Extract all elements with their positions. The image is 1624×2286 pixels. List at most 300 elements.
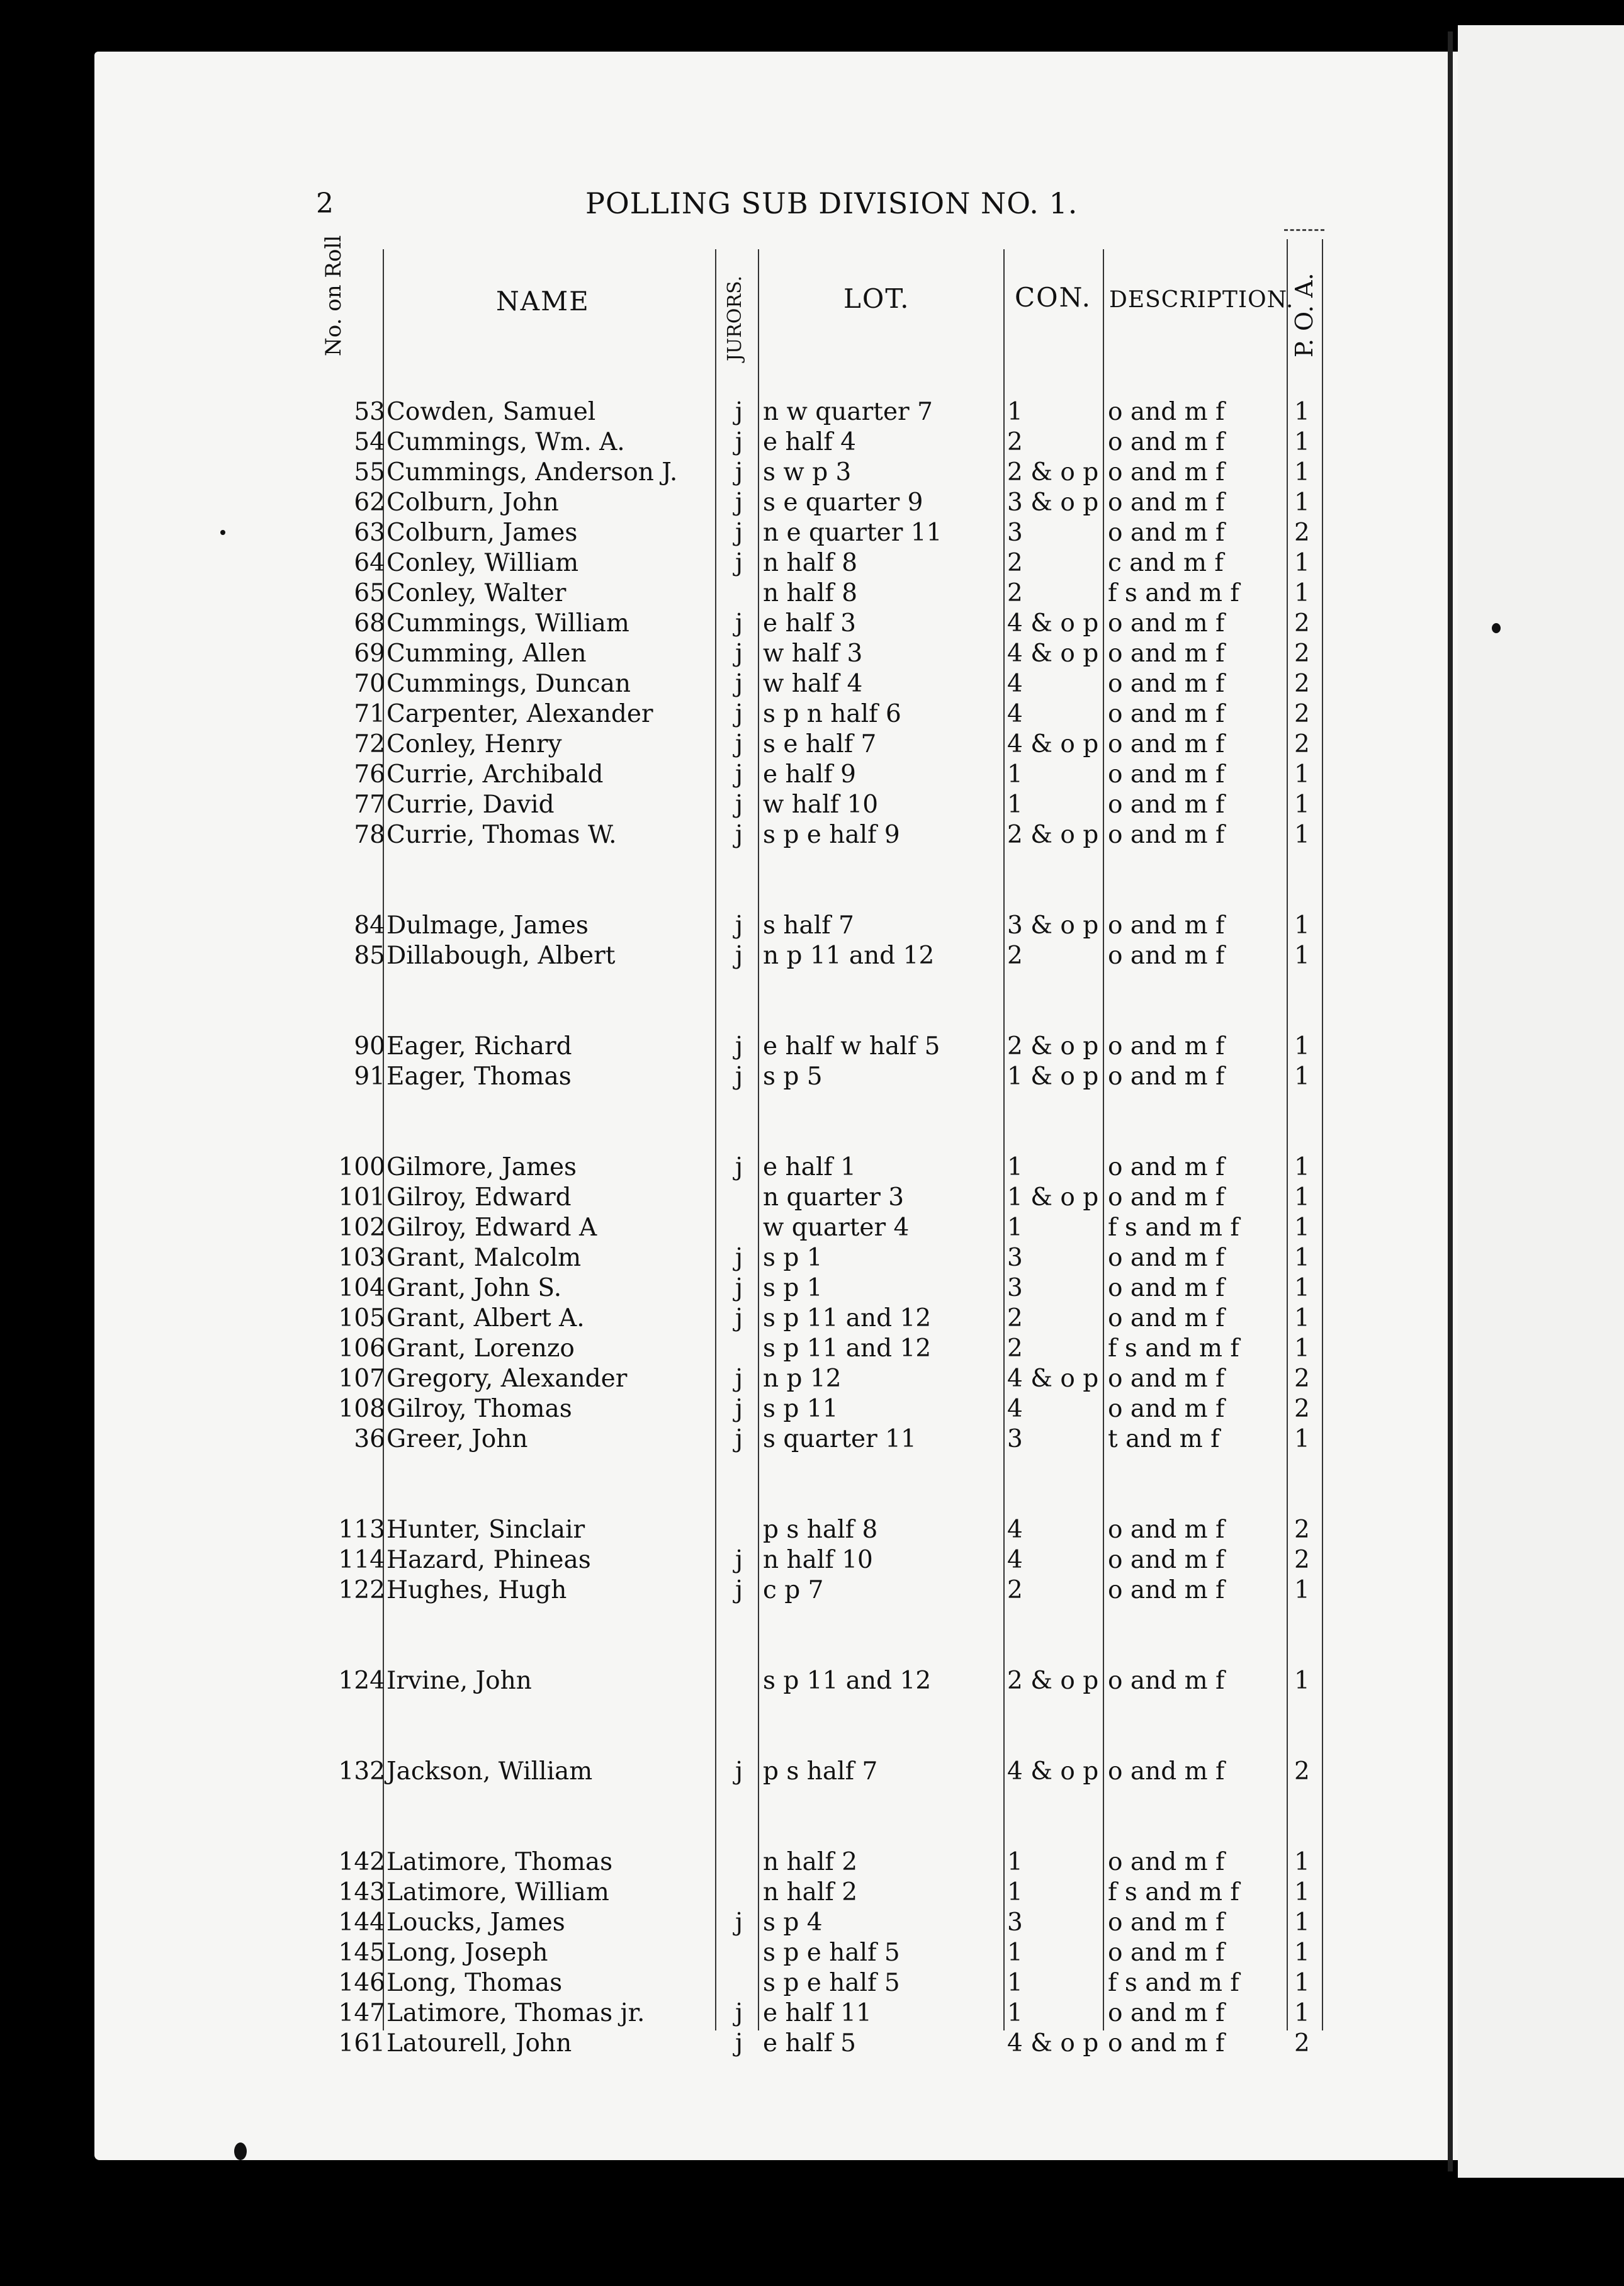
description-value: o and m f — [1108, 670, 1225, 698]
roll-number: 68 — [354, 609, 385, 638]
concession-value: 2 — [1007, 549, 1023, 577]
concession-value: 1 — [1007, 760, 1023, 789]
lot-value: w half 10 — [763, 791, 879, 819]
concession-value: 3 & o p — [1007, 488, 1099, 517]
roll-number: 103 — [338, 1244, 385, 1272]
description-value: o and m f — [1108, 1062, 1225, 1091]
table-row — [0, 1878, 1624, 1907]
description-value: o and m f — [1108, 2029, 1225, 2058]
juror-mark: j — [735, 730, 743, 758]
juror-mark: j — [735, 639, 743, 668]
description-value: o and m f — [1108, 458, 1225, 487]
lot-value: n half 2 — [763, 1878, 858, 1906]
roll-number: 69 — [354, 639, 385, 668]
voter-name: Cumming, Allen — [386, 639, 587, 668]
voter-name: Long, Thomas — [386, 1969, 563, 1997]
voter-name: Dillabough, Albert — [386, 942, 616, 970]
concession-value: 2 & o p — [1007, 458, 1099, 487]
voter-name: Cummings, Anderson J. — [386, 458, 678, 487]
table-row — [0, 1939, 1624, 1968]
lot-value: e half 11 — [763, 1999, 872, 2027]
voter-name: Latimore, Thomas — [386, 1848, 613, 1876]
juror-mark: j — [735, 821, 743, 849]
voter-name: Colburn, James — [386, 519, 578, 547]
roll-number: 76 — [354, 760, 385, 789]
concession-value: 1 — [1007, 1878, 1023, 1906]
lot-value: n p 11 and 12 — [763, 942, 935, 970]
description-value: o and m f — [1108, 911, 1225, 940]
table-row — [0, 942, 1624, 971]
concession-value: 3 — [1007, 1274, 1023, 1302]
concession-value: 2 & o p — [1007, 1032, 1099, 1061]
poa-value: 1 — [1294, 1334, 1310, 1363]
table-row — [0, 1516, 1624, 1545]
concession-value: 4 & o p — [1007, 639, 1099, 668]
roll-number: 144 — [338, 1908, 385, 1937]
roll-number: 65 — [354, 579, 385, 607]
table-row — [0, 1365, 1624, 1394]
table-row — [0, 1062, 1624, 1091]
description-value: o and m f — [1108, 760, 1225, 789]
concession-value: 2 — [1007, 1334, 1023, 1363]
lot-value: s p 1 — [763, 1244, 823, 1272]
poa-value: 1 — [1294, 911, 1310, 940]
column-header-poa: P. O. A. — [1290, 273, 1318, 358]
juror-mark: j — [735, 1153, 743, 1181]
table-row — [0, 1969, 1624, 1998]
voter-name: Gilroy, Edward — [386, 1183, 572, 1212]
roll-number: 55 — [354, 458, 385, 487]
description-value: f s and m f — [1108, 1969, 1239, 1997]
lot-value: s p 1 — [763, 1274, 823, 1302]
poa-value: 2 — [1294, 700, 1310, 728]
roll-number: 145 — [338, 1939, 385, 1967]
concession-value: 2 & o p — [1007, 821, 1099, 849]
column-header-con: CON. — [1015, 282, 1091, 313]
table-row — [0, 2029, 1624, 2058]
roll-number: 72 — [354, 730, 385, 758]
concession-value: 4 — [1007, 1395, 1023, 1423]
juror-mark: j — [735, 1576, 743, 1604]
concession-value: 1 — [1007, 1969, 1023, 1997]
roll-number: 71 — [354, 700, 385, 728]
roll-number: 104 — [338, 1274, 385, 1302]
lot-value: s p e half 5 — [763, 1969, 900, 1997]
description-value: o and m f — [1108, 1848, 1225, 1876]
voter-name: Grant, Albert A. — [386, 1304, 585, 1332]
roll-number: 113 — [338, 1516, 385, 1544]
table-row — [0, 549, 1624, 578]
lot-value: e half 5 — [763, 2029, 856, 2058]
roll-number: 54 — [354, 428, 385, 456]
roll-number: 101 — [338, 1183, 385, 1212]
description-value: o and m f — [1108, 1304, 1225, 1332]
table-row — [0, 1244, 1624, 1273]
voter-name: Irvine, John — [386, 1667, 532, 1695]
concession-value: 1 — [1007, 791, 1023, 819]
table-row — [0, 458, 1624, 487]
juror-mark: j — [735, 398, 743, 426]
lot-value: s w p 3 — [763, 458, 852, 487]
concession-value: 2 — [1007, 942, 1023, 970]
description-value: o and m f — [1108, 730, 1225, 758]
voter-name: Conley, Henry — [386, 730, 562, 758]
ink-speck — [220, 530, 225, 535]
juror-mark: j — [735, 670, 743, 698]
description-value: o and m f — [1108, 519, 1225, 547]
voter-name: Currie, David — [386, 791, 555, 819]
description-value: o and m f — [1108, 1183, 1225, 1212]
poa-value: 1 — [1294, 1576, 1310, 1604]
description-value: o and m f — [1108, 428, 1225, 456]
voter-name: Greer, John — [386, 1425, 528, 1453]
juror-mark: j — [735, 1757, 743, 1786]
table-row — [0, 1546, 1624, 1575]
juror-mark: j — [735, 519, 743, 547]
table-row — [0, 760, 1624, 789]
concession-value: 4 — [1007, 700, 1023, 728]
concession-value: 3 — [1007, 1425, 1023, 1453]
concession-value: 1 — [1007, 1848, 1023, 1876]
table-row — [0, 700, 1624, 729]
lot-value: e half 9 — [763, 760, 856, 789]
poa-value: 1 — [1294, 1969, 1310, 1997]
description-value: f s and m f — [1108, 579, 1239, 607]
poa-value: 1 — [1294, 458, 1310, 487]
roll-number: 70 — [354, 670, 385, 698]
table-row — [0, 730, 1624, 759]
voter-name: Loucks, James — [386, 1908, 565, 1937]
poa-value: 1 — [1294, 821, 1310, 849]
table-row — [0, 911, 1624, 940]
table-row — [0, 1395, 1624, 1424]
description-value: o and m f — [1108, 1757, 1225, 1786]
roll-number: 53 — [354, 398, 385, 426]
description-value: o and m f — [1108, 1395, 1225, 1423]
voter-name: Latimore, William — [386, 1878, 609, 1906]
roll-number: 102 — [338, 1213, 385, 1242]
roll-number: 90 — [354, 1032, 385, 1061]
roll-number: 36 — [354, 1425, 385, 1453]
voter-name: Hazard, Phineas — [386, 1546, 591, 1574]
roll-number: 143 — [338, 1878, 385, 1906]
juror-mark: j — [735, 1999, 743, 2027]
lot-value: s p e half 9 — [763, 821, 900, 849]
description-value: o and m f — [1108, 821, 1225, 849]
voter-name: Colburn, John — [386, 488, 559, 517]
column-header-no-on-roll: No. on Roll — [321, 235, 346, 356]
description-value: o and m f — [1108, 1908, 1225, 1937]
lot-value: w half 4 — [763, 670, 863, 698]
juror-mark: j — [735, 911, 743, 940]
poa-value: 2 — [1294, 1546, 1310, 1574]
juror-mark: j — [735, 458, 743, 487]
concession-value: 3 — [1007, 1244, 1023, 1272]
lot-value: s p n half 6 — [763, 700, 901, 728]
poa-value: 1 — [1294, 1244, 1310, 1272]
description-value: o and m f — [1108, 1999, 1225, 2027]
table-row — [0, 1757, 1624, 1786]
poa-value: 1 — [1294, 1425, 1310, 1453]
poa-value: 1 — [1294, 488, 1310, 517]
column-header-name: NAME — [496, 286, 590, 317]
concession-value: 1 — [1007, 1213, 1023, 1242]
voter-name: Grant, Malcolm — [386, 1244, 582, 1272]
poa-value: 1 — [1294, 1878, 1310, 1906]
poa-value: 1 — [1294, 1153, 1310, 1181]
table-row — [0, 1274, 1624, 1303]
concession-value: 2 & o p — [1007, 1667, 1099, 1695]
lot-value: s p 11 and 12 — [763, 1304, 932, 1332]
roll-number: 147 — [338, 1999, 385, 2027]
ink-speck — [234, 2142, 247, 2160]
description-value: o and m f — [1108, 1939, 1225, 1967]
table-row — [0, 519, 1624, 548]
voter-name: Conley, Walter — [386, 579, 567, 607]
lot-value: n half 2 — [763, 1848, 858, 1876]
poa-value: 1 — [1294, 1908, 1310, 1937]
roll-number: 62 — [354, 488, 385, 517]
roll-number: 84 — [354, 911, 385, 940]
poa-value: 1 — [1294, 549, 1310, 577]
table-row — [0, 639, 1624, 668]
lot-value: n half 8 — [763, 579, 858, 607]
voter-name: Jackson, William — [386, 1757, 593, 1786]
voter-name: Carpenter, Alexander — [386, 700, 653, 728]
voter-name: Cummings, Wm. A. — [386, 428, 625, 456]
column-header-description: DESCRIPTION. — [1109, 287, 1294, 313]
voter-name: Latimore, Thomas jr. — [386, 1999, 645, 2027]
table-row — [0, 1848, 1624, 1877]
roll-number: 146 — [338, 1969, 385, 1997]
voter-name: Dulmage, James — [386, 911, 589, 940]
concession-value: 1 — [1007, 1153, 1023, 1181]
roll-number: 63 — [354, 519, 385, 547]
description-value: o and m f — [1108, 1274, 1225, 1302]
description-value: o and m f — [1108, 1516, 1225, 1544]
column-header-lot: LOT. — [843, 283, 910, 314]
poa-value: 2 — [1294, 639, 1310, 668]
poa-value: 1 — [1294, 1183, 1310, 1212]
concession-value: 1 — [1007, 1939, 1023, 1967]
juror-mark: j — [735, 1274, 743, 1302]
concession-value: 4 & o p — [1007, 609, 1099, 638]
roll-number: 132 — [338, 1757, 385, 1786]
table-row — [0, 1999, 1624, 2028]
voter-name: Currie, Archibald — [386, 760, 604, 789]
table-row — [0, 1425, 1624, 1454]
lot-value: p s half 8 — [763, 1516, 878, 1544]
juror-mark: j — [735, 760, 743, 789]
juror-mark: j — [735, 1908, 743, 1937]
description-value: o and m f — [1108, 1032, 1225, 1061]
lot-value: n half 10 — [763, 1546, 873, 1574]
roll-number: 161 — [338, 2029, 385, 2058]
lot-value: s p 11 and 12 — [763, 1334, 932, 1363]
roll-number: 100 — [338, 1153, 385, 1181]
poa-value: 1 — [1294, 1062, 1310, 1091]
roll-number: 77 — [354, 791, 385, 819]
lot-value: n p 12 — [763, 1365, 842, 1393]
juror-mark: j — [735, 1546, 743, 1574]
description-value: o and m f — [1108, 1153, 1225, 1181]
lot-value: w quarter 4 — [763, 1213, 910, 1242]
lot-value: n w quarter 7 — [763, 398, 933, 426]
table-row — [0, 821, 1624, 850]
concession-value: 4 & o p — [1007, 730, 1099, 758]
description-value: t and m f — [1108, 1425, 1220, 1453]
lot-value: n quarter 3 — [763, 1183, 905, 1212]
table-row — [0, 1334, 1624, 1363]
juror-mark: j — [735, 609, 743, 638]
juror-mark: j — [735, 2029, 743, 2058]
description-value: o and m f — [1108, 398, 1225, 426]
description-value: o and m f — [1108, 1667, 1225, 1695]
table-row — [0, 1304, 1624, 1333]
lot-value: e half 3 — [763, 609, 856, 638]
description-value: o and m f — [1108, 1365, 1225, 1393]
roll-number: 142 — [338, 1848, 385, 1876]
roll-number: 124 — [338, 1667, 385, 1695]
concession-value: 1 — [1007, 398, 1023, 426]
poa-value: 1 — [1294, 1939, 1310, 1967]
voter-name: Conley, William — [386, 549, 579, 577]
voter-name: Cowden, Samuel — [386, 398, 596, 426]
poa-value: 1 — [1294, 791, 1310, 819]
poa-value: 2 — [1294, 1395, 1310, 1423]
poa-value: 1 — [1294, 1667, 1310, 1695]
description-value: o and m f — [1108, 1546, 1225, 1574]
juror-mark: j — [735, 1425, 743, 1453]
table-row — [0, 1032, 1624, 1061]
concession-value: 3 — [1007, 519, 1023, 547]
table-row — [0, 398, 1624, 427]
poa-value: 2 — [1294, 609, 1310, 638]
roll-number: 64 — [354, 549, 385, 577]
description-value: o and m f — [1108, 639, 1225, 668]
concession-value: 3 & o p — [1007, 911, 1099, 940]
voter-name: Currie, Thomas W. — [386, 821, 617, 849]
voter-name: Cummings, Duncan — [386, 670, 631, 698]
concession-value: 4 — [1007, 670, 1023, 698]
table-row — [0, 1667, 1624, 1696]
table-row — [0, 579, 1624, 608]
poa-value: 1 — [1294, 428, 1310, 456]
table-row — [0, 488, 1624, 517]
voter-name: Gilroy, Thomas — [386, 1395, 572, 1423]
description-value: o and m f — [1108, 791, 1225, 819]
juror-mark: j — [735, 1062, 743, 1091]
poa-value: 2 — [1294, 730, 1310, 758]
poa-value: 1 — [1294, 398, 1310, 426]
lot-value: s e quarter 9 — [763, 488, 923, 517]
voter-name: Gregory, Alexander — [386, 1365, 628, 1393]
concession-value: 1 & o p — [1007, 1062, 1099, 1091]
poa-value: 2 — [1294, 1516, 1310, 1544]
poa-value: 2 — [1294, 2029, 1310, 2058]
table-row — [0, 609, 1624, 638]
concession-value: 2 — [1007, 428, 1023, 456]
table-row — [0, 670, 1624, 699]
voter-name: Hunter, Sinclair — [386, 1516, 585, 1544]
lot-value: s half 7 — [763, 911, 854, 940]
poa-value: 1 — [1294, 942, 1310, 970]
lot-value: n half 8 — [763, 549, 858, 577]
poa-value: 2 — [1294, 1757, 1310, 1786]
juror-mark: j — [735, 700, 743, 728]
voter-name: Grant, Lorenzo — [386, 1334, 575, 1363]
concession-value: 4 — [1007, 1546, 1023, 1574]
description-value: c and m f — [1108, 549, 1224, 577]
concession-value: 1 & o p — [1007, 1183, 1099, 1212]
lot-value: w half 3 — [763, 639, 863, 668]
concession-value: 1 — [1007, 1999, 1023, 2027]
poa-value: 2 — [1294, 519, 1310, 547]
juror-mark: j — [735, 1304, 743, 1332]
roll-number: 106 — [338, 1334, 385, 1363]
lot-value: e half 1 — [763, 1153, 856, 1181]
poa-value: 1 — [1294, 579, 1310, 607]
page-number: 2 — [316, 188, 334, 220]
poa-value: 1 — [1294, 1304, 1310, 1332]
lot-value: e half w half 5 — [763, 1032, 940, 1061]
ink-speck — [1492, 623, 1501, 633]
roll-number: 122 — [338, 1576, 385, 1604]
poa-value: 1 — [1294, 760, 1310, 789]
table-row — [0, 1576, 1624, 1605]
poa-value: 1 — [1294, 1999, 1310, 2027]
lot-value: s quarter 11 — [763, 1425, 916, 1453]
table-row — [0, 791, 1624, 819]
juror-mark: j — [735, 428, 743, 456]
roll-number: 85 — [354, 942, 385, 970]
voter-name: Grant, John S. — [386, 1274, 562, 1302]
table-row — [0, 1908, 1624, 1937]
roll-number: 107 — [338, 1365, 385, 1393]
roll-number: 105 — [338, 1304, 385, 1332]
table-row — [0, 1213, 1624, 1242]
concession-value: 4 & o p — [1007, 1757, 1099, 1786]
poa-value: 1 — [1294, 1032, 1310, 1061]
juror-mark: j — [735, 1244, 743, 1272]
description-value: f s and m f — [1108, 1213, 1239, 1242]
lot-value: p s half 7 — [763, 1757, 878, 1786]
lot-value: s p e half 5 — [763, 1939, 900, 1967]
roll-number: 114 — [338, 1546, 385, 1574]
column-header-jurors: JURORS. — [724, 275, 746, 361]
roll-number: 91 — [354, 1062, 385, 1091]
lot-value: s p 4 — [763, 1908, 823, 1937]
concession-value: 2 — [1007, 1304, 1023, 1332]
lot-value: n e quarter 11 — [763, 519, 942, 547]
concession-value: 2 — [1007, 579, 1023, 607]
description-value: o and m f — [1108, 700, 1225, 728]
voter-name: Eager, Richard — [386, 1032, 572, 1061]
description-value: o and m f — [1108, 609, 1225, 638]
voter-name: Eager, Thomas — [386, 1062, 572, 1091]
voter-name: Gilroy, Edward A — [386, 1213, 597, 1242]
juror-mark: j — [735, 1365, 743, 1393]
poa-value: 1 — [1294, 1213, 1310, 1242]
description-value: o and m f — [1108, 1576, 1225, 1604]
poa-value: 1 — [1294, 1848, 1310, 1876]
lot-value: c p 7 — [763, 1576, 824, 1604]
table-row — [0, 1183, 1624, 1212]
description-value: f s and m f — [1108, 1334, 1239, 1363]
description-value: f s and m f — [1108, 1878, 1239, 1906]
poa-value: 2 — [1294, 670, 1310, 698]
table-row — [0, 428, 1624, 457]
